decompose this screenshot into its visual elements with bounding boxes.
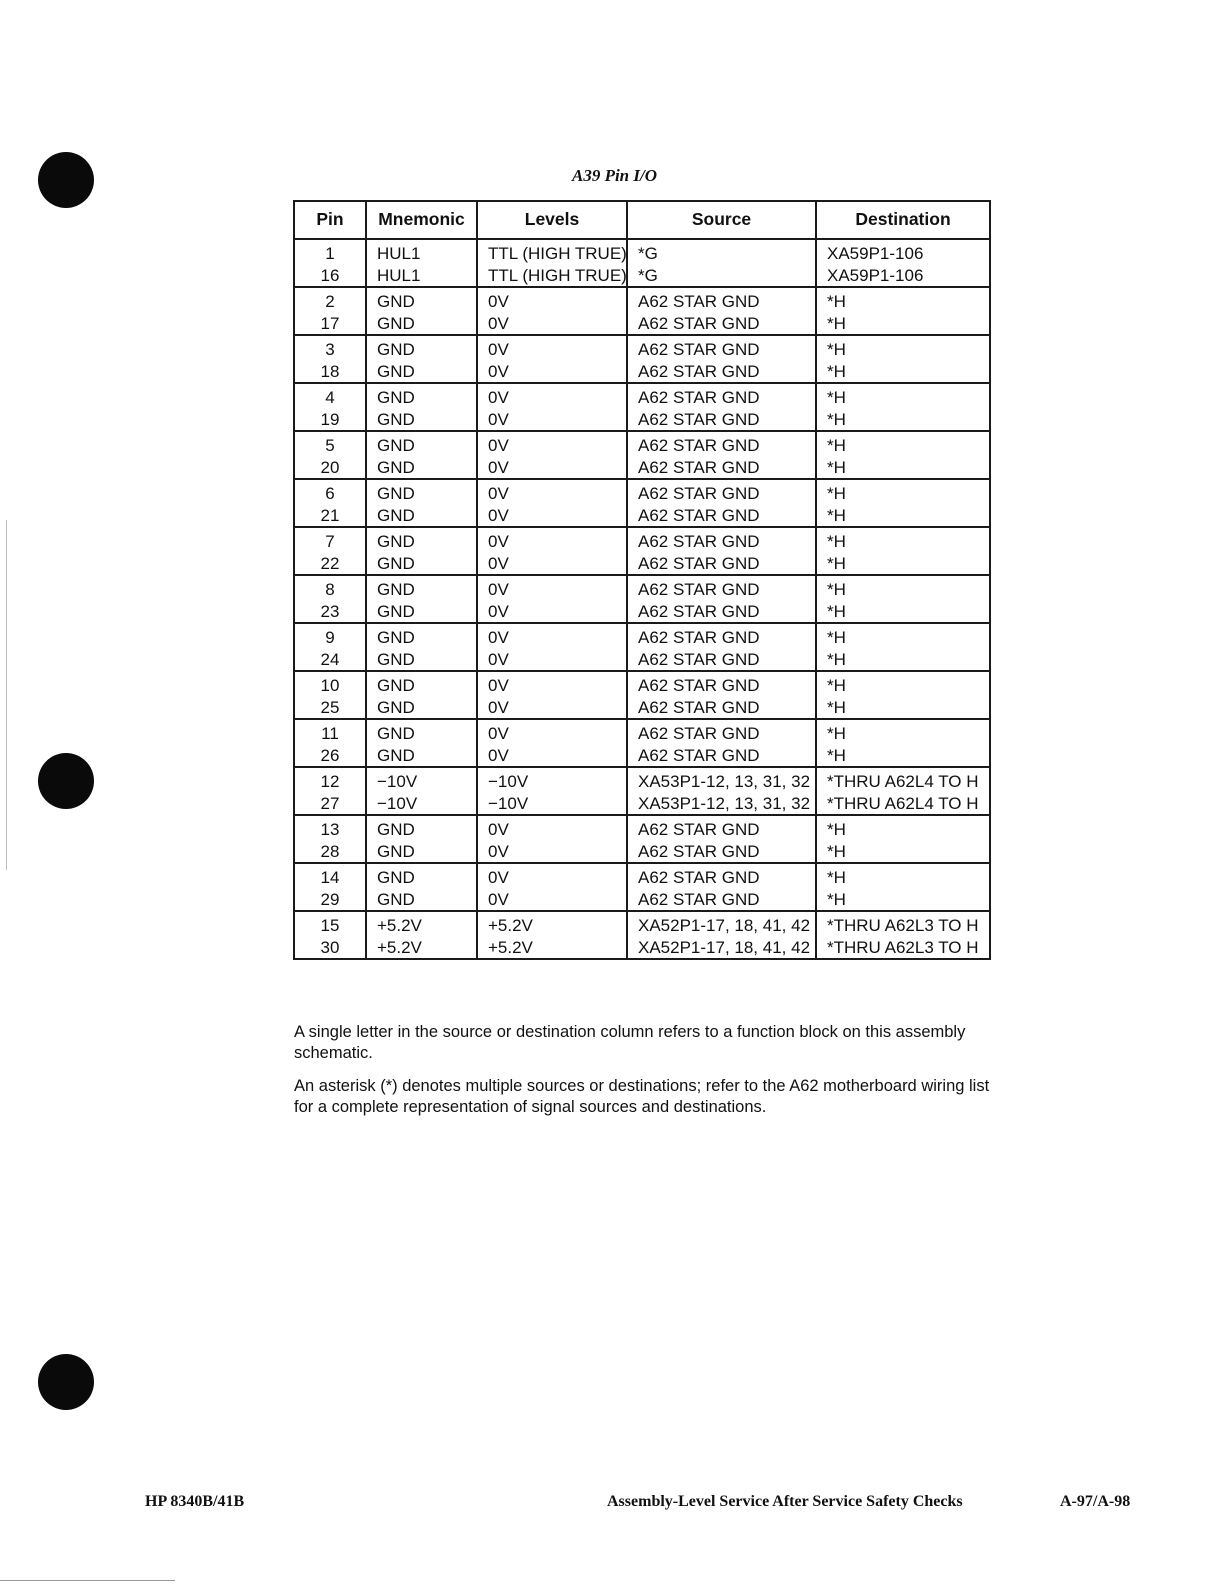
pin-cell xyxy=(294,575,366,623)
footer-model: HP 8340B/41B xyxy=(145,1493,245,1510)
mnemonic-cell-line: GND xyxy=(377,484,415,503)
levels-cell-line: 0V xyxy=(488,313,509,333)
mnemonic-cell xyxy=(366,671,477,719)
pin-cell-line: 18 xyxy=(320,361,340,381)
pin-cell xyxy=(294,383,366,431)
pin-cell-line: 12 xyxy=(320,772,340,791)
levels-cell-line: 0V xyxy=(488,505,509,525)
pin-cell xyxy=(294,239,366,287)
destination-cell-line: *H xyxy=(827,553,846,573)
destination-cell xyxy=(816,671,990,719)
mnemonic-cell-line: GND xyxy=(377,436,415,455)
mnemonic-cell xyxy=(366,527,477,575)
levels-cell-line: 0V xyxy=(488,649,509,669)
pin-io-table xyxy=(293,200,991,960)
mnemonic-cell-line: GND xyxy=(377,409,415,429)
pin-cell-line: 20 xyxy=(320,457,340,477)
mnemonic-cell-line: HUL1 xyxy=(377,265,421,285)
destination-cell-line: *H xyxy=(827,532,846,551)
mnemonic-cell-line: GND xyxy=(377,745,415,765)
table-row xyxy=(294,479,990,527)
mnemonic-cell xyxy=(366,239,477,287)
mnemonic-cell-line: GND xyxy=(377,649,415,669)
pin-cell-line: 6 xyxy=(325,484,335,503)
source-cell-line: A62 STAR GND xyxy=(638,532,760,551)
levels-cell-line: 0V xyxy=(488,841,509,861)
pin-cell-line: 11 xyxy=(321,724,339,743)
levels-cell-line: −10V xyxy=(488,793,529,813)
mnemonic-cell-line: GND xyxy=(377,820,415,839)
pin-cell-line: 17 xyxy=(320,313,340,333)
source-cell-line: A62 STAR GND xyxy=(638,457,760,477)
table-header-row xyxy=(294,201,990,239)
destination-cell-line: *H xyxy=(827,889,846,909)
table-row xyxy=(294,431,990,479)
levels-cell-line: 0V xyxy=(488,388,509,407)
source-cell xyxy=(627,911,816,959)
pin-cell-line: 4 xyxy=(325,388,335,407)
mnemonic-cell-line: −10V xyxy=(377,772,418,791)
pin-cell-line: 21 xyxy=(320,505,340,525)
destination-cell-line: *H xyxy=(827,361,846,381)
destination-cell-line: *H xyxy=(827,724,846,743)
mnemonic-cell-line: GND xyxy=(377,313,415,333)
pin-cell xyxy=(294,815,366,863)
destination-cell xyxy=(816,431,990,479)
pin-cell-line: 28 xyxy=(320,841,340,861)
source-cell-line: A62 STAR GND xyxy=(638,841,760,861)
mnemonic-cell-line: +5.2V xyxy=(377,937,422,957)
table-row xyxy=(294,623,990,671)
notes xyxy=(294,1022,994,1130)
footer-section: Assembly-Level Service After Service Safety Checks xyxy=(607,1493,963,1510)
source-cell xyxy=(627,527,816,575)
destination-cell-line: *THRU A62L3 TO H xyxy=(827,937,979,957)
pin-cell xyxy=(294,431,366,479)
binder-hole-bottom xyxy=(38,1354,94,1410)
levels-cell-line: TTL (HIGH TRUE) xyxy=(488,244,627,263)
destination-cell-line: *H xyxy=(827,868,846,887)
mnemonic-cell xyxy=(366,335,477,383)
destination-cell-line: XA59P1-106 xyxy=(827,265,924,285)
table-row xyxy=(294,671,990,719)
levels-cell-line: 0V xyxy=(488,340,509,359)
pin-cell-line: 1 xyxy=(325,244,335,263)
source-cell-line: A62 STAR GND xyxy=(638,505,760,525)
levels-cell xyxy=(477,431,627,479)
destination-cell-line: *H xyxy=(827,484,846,503)
source-cell xyxy=(627,575,816,623)
levels-cell xyxy=(477,335,627,383)
margin-line xyxy=(6,520,7,870)
source-cell-line: A62 STAR GND xyxy=(638,889,760,909)
table-row xyxy=(294,767,990,815)
mnemonic-cell xyxy=(366,911,477,959)
source-cell-line: *G xyxy=(638,265,658,285)
pin-cell-line: 3 xyxy=(325,340,335,359)
mnemonic-cell xyxy=(366,863,477,911)
source-cell xyxy=(627,623,816,671)
mnemonic-cell-line: GND xyxy=(377,361,415,381)
source-cell-line: A62 STAR GND xyxy=(638,601,760,621)
mnemonic-cell xyxy=(366,431,477,479)
source-cell-line: A62 STAR GND xyxy=(638,676,760,695)
mnemonic-cell-line: GND xyxy=(377,724,415,743)
pin-cell xyxy=(294,671,366,719)
levels-cell-line: 0V xyxy=(488,601,509,621)
mnemonic-cell-line: GND xyxy=(377,868,415,887)
source-cell-line: A62 STAR GND xyxy=(638,628,760,647)
table-body xyxy=(294,239,990,959)
levels-cell xyxy=(477,527,627,575)
mnemonic-cell-line: GND xyxy=(377,601,415,621)
source-cell-line: A62 STAR GND xyxy=(638,820,760,839)
destination-cell xyxy=(816,479,990,527)
mnemonic-cell-line: GND xyxy=(377,628,415,647)
destination-cell-line: *H xyxy=(827,436,846,455)
source-cell-line: A62 STAR GND xyxy=(638,436,760,455)
destination-cell-line: *H xyxy=(827,628,846,647)
pin-cell-line: 16 xyxy=(320,265,340,285)
mnemonic-cell-line: GND xyxy=(377,505,415,525)
pin-cell-line: 5 xyxy=(325,436,335,455)
pin-cell-line: 13 xyxy=(320,820,340,839)
pin-cell-line: 9 xyxy=(325,628,335,647)
source-cell xyxy=(627,671,816,719)
mnemonic-cell xyxy=(366,287,477,335)
source-cell-line: A62 STAR GND xyxy=(638,388,760,407)
table-row xyxy=(294,527,990,575)
destination-cell xyxy=(816,911,990,959)
pin-cell xyxy=(294,287,366,335)
destination-cell xyxy=(816,287,990,335)
source-cell-line: A62 STAR GND xyxy=(638,340,760,359)
levels-cell-line: 0V xyxy=(488,409,509,429)
mnemonic-cell xyxy=(366,383,477,431)
destination-cell-line: *H xyxy=(827,697,846,717)
source-cell-line: A62 STAR GND xyxy=(638,868,760,887)
bottom-rule xyxy=(0,1580,175,1581)
note-asterisk: An asterisk (*) denotes multiple sources or destinations; refer to the A62 motherboard wiring list for a complete representation of signal sources and destinations. xyxy=(294,1077,990,1116)
levels-cell xyxy=(477,719,627,767)
destination-cell xyxy=(816,623,990,671)
levels-cell-line: 0V xyxy=(488,361,509,381)
levels-cell-line: TTL (HIGH TRUE) xyxy=(488,265,627,285)
table-row xyxy=(294,719,990,767)
levels-cell-line: 0V xyxy=(488,724,509,743)
table-row xyxy=(294,383,990,431)
pin-cell xyxy=(294,863,366,911)
footer-page-number: A-97/A-98 xyxy=(1060,1493,1131,1510)
source-cell-line: XA53P1-12, 13, 31, 32 xyxy=(638,772,811,791)
destination-cell-line: *THRU A62L4 TO H xyxy=(827,772,979,791)
source-cell xyxy=(627,335,816,383)
levels-cell-line: 0V xyxy=(488,484,509,503)
levels-cell-line: 0V xyxy=(488,532,509,551)
levels-cell-line: 0V xyxy=(488,553,509,573)
source-cell-line: A62 STAR GND xyxy=(638,484,760,503)
levels-cell-line: 0V xyxy=(488,676,509,695)
table-row xyxy=(294,911,990,959)
mnemonic-cell xyxy=(366,623,477,671)
levels-cell xyxy=(477,383,627,431)
levels-cell-line: 0V xyxy=(488,868,509,887)
destination-cell xyxy=(816,767,990,815)
destination-cell xyxy=(816,383,990,431)
levels-cell-line: 0V xyxy=(488,697,509,717)
mnemonic-cell-line: GND xyxy=(377,580,415,599)
source-cell-line: XA53P1-12, 13, 31, 32 xyxy=(638,793,811,813)
header-mnemonic: Mnemonic xyxy=(366,201,477,239)
pin-cell-line: 15 xyxy=(320,916,340,935)
levels-cell-line: 0V xyxy=(488,745,509,765)
destination-cell xyxy=(816,335,990,383)
pin-cell-line: 29 xyxy=(320,889,340,909)
pin-cell xyxy=(294,911,366,959)
destination-cell xyxy=(816,575,990,623)
pin-cell xyxy=(294,719,366,767)
levels-cell-line: 0V xyxy=(488,820,509,839)
destination-cell-line: *THRU A62L3 TO H xyxy=(827,916,979,935)
source-cell-line: *G xyxy=(638,244,658,263)
pin-cell-line: 10 xyxy=(320,676,340,695)
source-cell-line: A62 STAR GND xyxy=(638,724,760,743)
levels-cell-line: +5.2V xyxy=(488,916,533,935)
source-cell-line: A62 STAR GND xyxy=(638,553,760,573)
destination-cell-line: XA59P1-106 xyxy=(827,244,924,263)
mnemonic-cell-line: GND xyxy=(377,889,415,909)
source-cell-line: A62 STAR GND xyxy=(638,313,760,333)
levels-cell xyxy=(477,479,627,527)
levels-cell xyxy=(477,239,627,287)
source-cell-line: A62 STAR GND xyxy=(638,649,760,669)
mnemonic-cell-line: GND xyxy=(377,457,415,477)
levels-cell-line: +5.2V xyxy=(488,937,533,957)
destination-cell xyxy=(816,239,990,287)
destination-cell-line: *THRU A62L4 TO H xyxy=(827,793,979,813)
source-cell xyxy=(627,719,816,767)
source-cell xyxy=(627,431,816,479)
pin-cell-line: 2 xyxy=(325,292,335,311)
levels-cell-line: 0V xyxy=(488,580,509,599)
levels-cell xyxy=(477,863,627,911)
mnemonic-cell xyxy=(366,719,477,767)
destination-cell-line: *H xyxy=(827,841,846,861)
mnemonic-cell-line: GND xyxy=(377,388,415,407)
source-cell-line: XA52P1-17, 18, 41, 42 xyxy=(638,937,811,957)
levels-cell-line: 0V xyxy=(488,457,509,477)
source-cell-line: XA52P1-17, 18, 41, 42 xyxy=(638,916,811,935)
table-row xyxy=(294,863,990,911)
binder-hole-middle xyxy=(38,753,94,809)
header-destination: Destination xyxy=(816,201,990,239)
mnemonic-cell-line: GND xyxy=(377,841,415,861)
destination-cell-line: *H xyxy=(827,409,846,429)
destination-cell-line: *H xyxy=(827,505,846,525)
source-cell-line: A62 STAR GND xyxy=(638,409,760,429)
source-cell xyxy=(627,383,816,431)
pin-cell-line: 24 xyxy=(320,649,340,669)
table-row xyxy=(294,239,990,287)
mnemonic-cell-line: −10V xyxy=(377,793,418,813)
destination-cell-line: *H xyxy=(827,313,846,333)
note-single-letter: A single letter in the source or destination column refers to a function block on this assembly schematic. xyxy=(294,1023,966,1062)
pin-cell-line: 7 xyxy=(325,532,335,551)
pin-cell-line: 30 xyxy=(320,937,340,957)
mnemonic-cell xyxy=(366,815,477,863)
levels-cell xyxy=(477,911,627,959)
destination-cell-line: *H xyxy=(827,340,846,359)
levels-cell-line: 0V xyxy=(488,628,509,647)
destination-cell-line: *H xyxy=(827,649,846,669)
table-row xyxy=(294,287,990,335)
source-cell xyxy=(627,479,816,527)
mnemonic-cell-line: HUL1 xyxy=(377,244,421,263)
pin-cell xyxy=(294,623,366,671)
levels-cell xyxy=(477,287,627,335)
pin-cell-line: 25 xyxy=(320,697,340,717)
source-cell xyxy=(627,767,816,815)
pin-cell xyxy=(294,479,366,527)
destination-cell-line: *H xyxy=(827,292,846,311)
destination-cell xyxy=(816,863,990,911)
mnemonic-cell xyxy=(366,575,477,623)
levels-cell xyxy=(477,671,627,719)
levels-cell-line: −10V xyxy=(488,772,529,791)
pin-cell-line: 26 xyxy=(320,745,340,765)
levels-cell-line: 0V xyxy=(488,889,509,909)
source-cell-line: A62 STAR GND xyxy=(638,745,760,765)
pin-cell xyxy=(294,527,366,575)
mnemonic-cell-line: GND xyxy=(377,553,415,573)
levels-cell-line: 0V xyxy=(488,436,509,455)
table-row xyxy=(294,815,990,863)
mnemonic-cell-line: GND xyxy=(377,340,415,359)
pin-cell-line: 14 xyxy=(320,868,340,887)
levels-cell xyxy=(477,623,627,671)
destination-cell-line: *H xyxy=(827,580,846,599)
table-title: A39 Pin I/O xyxy=(571,166,658,185)
pin-cell-line: 22 xyxy=(320,553,340,573)
header-levels: Levels xyxy=(477,201,627,239)
destination-cell-line: *H xyxy=(827,745,846,765)
destination-cell-line: *H xyxy=(827,457,846,477)
pin-cell xyxy=(294,767,366,815)
mnemonic-cell-line: GND xyxy=(377,292,415,311)
mnemonic-cell xyxy=(366,767,477,815)
mnemonic-cell-line: +5.2V xyxy=(377,916,422,935)
destination-cell xyxy=(816,815,990,863)
mnemonic-cell-line: GND xyxy=(377,697,415,717)
table-row xyxy=(294,335,990,383)
source-cell xyxy=(627,815,816,863)
table-row xyxy=(294,575,990,623)
source-cell xyxy=(627,239,816,287)
source-cell-line: A62 STAR GND xyxy=(638,697,760,717)
destination-cell xyxy=(816,527,990,575)
levels-cell-line: 0V xyxy=(488,292,509,311)
source-cell xyxy=(627,863,816,911)
source-cell-line: A62 STAR GND xyxy=(638,361,760,381)
pin-cell-line: 8 xyxy=(325,580,335,599)
source-cell-line: A62 STAR GND xyxy=(638,292,760,311)
mnemonic-cell-line: GND xyxy=(377,532,415,551)
levels-cell xyxy=(477,815,627,863)
mnemonic-cell-line: GND xyxy=(377,676,415,695)
destination-cell-line: *H xyxy=(827,676,846,695)
mnemonic-cell xyxy=(366,479,477,527)
pin-cell-line: 27 xyxy=(320,793,340,813)
destination-cell-line: *H xyxy=(827,820,846,839)
pin-cell-line: 19 xyxy=(320,409,340,429)
destination-cell xyxy=(816,719,990,767)
levels-cell xyxy=(477,575,627,623)
destination-cell-line: *H xyxy=(827,601,846,621)
source-cell-line: A62 STAR GND xyxy=(638,580,760,599)
header-source: Source xyxy=(627,201,816,239)
header-pin: Pin xyxy=(294,201,366,239)
levels-cell xyxy=(477,767,627,815)
source-cell xyxy=(627,287,816,335)
destination-cell-line: *H xyxy=(827,388,846,407)
pin-cell xyxy=(294,335,366,383)
pin-cell-line: 23 xyxy=(320,601,340,621)
